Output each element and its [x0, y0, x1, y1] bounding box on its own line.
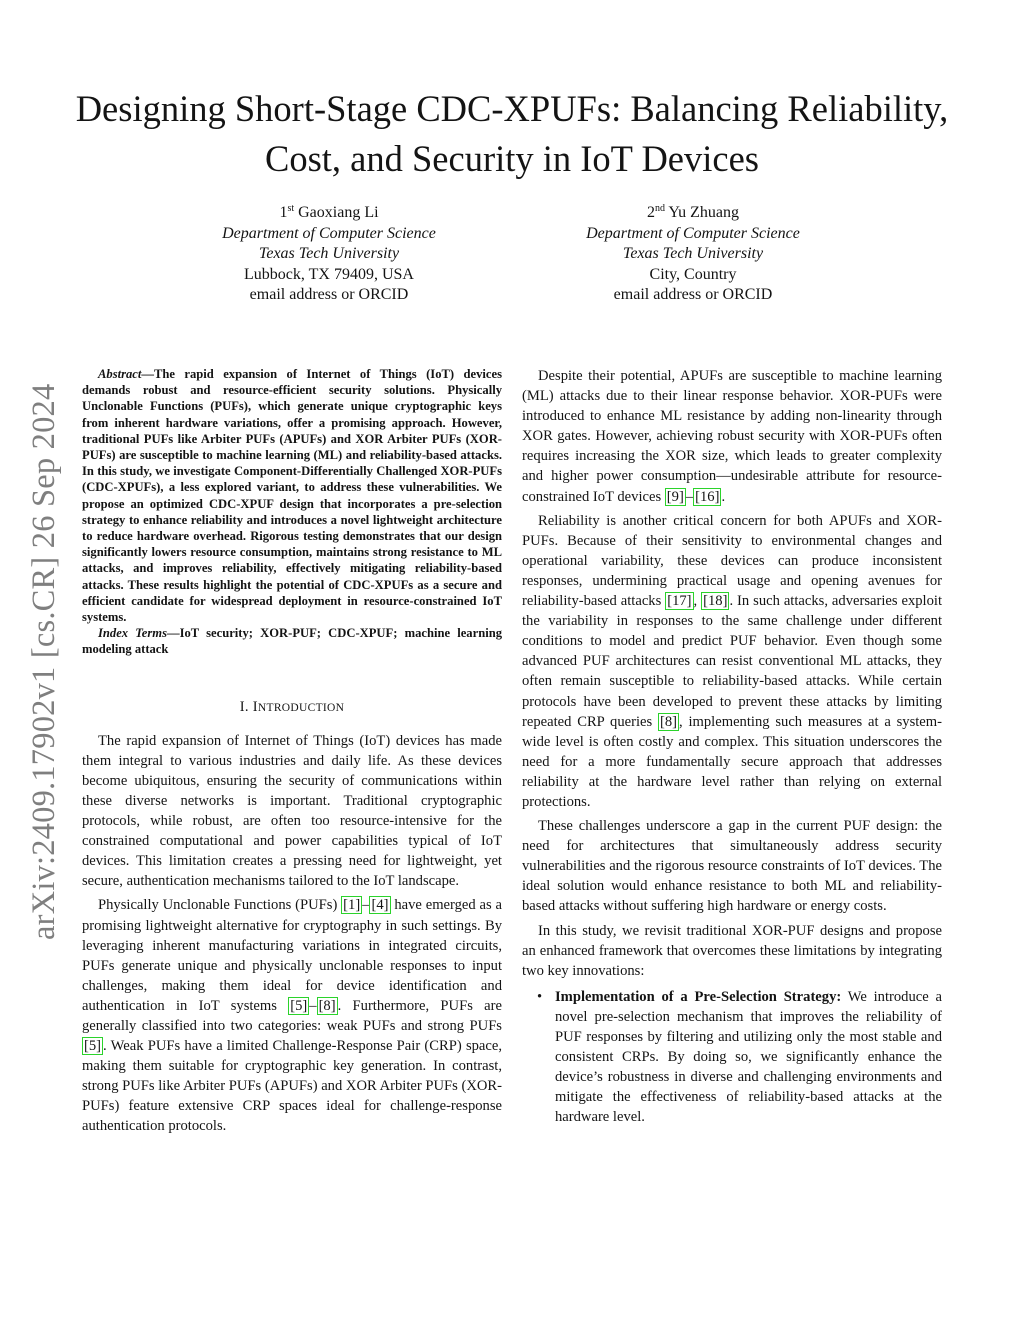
author-department: Department of Computer Science: [586, 224, 800, 242]
author-university: Texas Tech University: [622, 245, 764, 263]
right-column: [522, 366, 942, 1127]
author-name: 2nd Yu Zhuang: [646, 203, 740, 221]
bullet-marker: •: [537, 988, 543, 1005]
citation-link[interactable]: [5]: [290, 997, 308, 1014]
citation-link[interactable]: [18]: [703, 593, 728, 610]
citation-link[interactable]: [8]: [660, 713, 678, 730]
citation-link[interactable]: [1]: [343, 897, 361, 914]
author-department: Department of Computer Science: [222, 224, 436, 242]
citation-link[interactable]: [16]: [695, 488, 720, 505]
body-paragraph-1: Despite their potential, APUFs are susceptible to machine learning (ML) attacks due to their linear response behavior. XOR-PUFs were introduced to enhance ML resistance by adding non-linearity through XOR gates. However, achieving robust security with XOR-PUFs often requires increasing the XOR size, which leads to greater complexity and higher power consumption—undesirable attribute for resource-constrained IoT devices [9] – [16] .: [522, 368, 942, 505]
body-paragraph-3: These challenges underscore a gap in the current PUF design: the need for architectures that simultaneously address security vulnerabilities and the rigorous resource constraints of IoT devices. The ideal solution would enhance resistance to both ML and reliability-based attacks without suffering high hardware or energy costs.: [522, 818, 942, 915]
author-university: Texas Tech University: [258, 245, 400, 263]
citation-link[interactable]: [9]: [666, 488, 684, 505]
citation-link[interactable]: [17]: [667, 593, 692, 610]
body-paragraph-4: In this study, we revisit traditional XOR-PUF designs and propose an enhanced framework that overcomes these limitations by integrating two key innovations:: [522, 922, 942, 979]
author-contact: email address or ORCID: [613, 286, 773, 304]
list-item-heading: Implementation of a Pre-Selection Strategy:: [555, 988, 842, 1005]
innovation-list: [522, 987, 942, 1128]
author-location: City, Country: [649, 265, 737, 283]
left-column: [82, 366, 502, 1137]
author-contact: email address or ORCID: [249, 286, 409, 304]
index-terms: Index Terms—IoT security; XOR-PUF; CDC-XPUF; machine learning modeling attack: [82, 626, 502, 657]
paper-title: Designing Short-Stage CDC-XPUFs: Balancing Reliability, Cost, and Security in IoT Devices: [75, 88, 949, 179]
citation-link[interactable]: [8]: [318, 997, 336, 1014]
arxiv-identifier-stamp[interactable]: arXiv:2409.17902v1 [cs.CR] 26 Sep 2024: [26, 383, 62, 940]
citation-link[interactable]: [4]: [371, 897, 389, 914]
intro-paragraph-1: The rapid expansion of Internet of Things (IoT) devices has made them integral to various industries and daily life. As these devices become ubiquitous, ensuring the security of communications within these diverse networks is important. Traditional cryptographic protocols, while robust, are often too resource-intensive for the constrained computational and power capabilities typical of IoT devices. This limitation creates a pressing need for lightweight, yet secure, authentication mechanisms tailored to the IoT landscape.: [82, 732, 502, 890]
author-location: Lubbock, TX 79409, USA: [244, 265, 414, 283]
body-paragraph-2: Reliability is another critical concern for both APUFs and XOR-PUFs. Because of their sensitivity to environmental changes and operational variability, these devices can produce inconsistent responses, undermining practical usage and opening avenues for reliability-based attacks [17] , [18] . In such attacks, adversaries exploit the variability in responses to the same challenge under different conditions to model and predict PUF behavior. Even though some advanced PUF architectures can resist conventional ML attacks, they often remain susceptible to reliability-based attacks. While certain protocols have been developed to prevent these attacks by limiting repeated CRP queries [8] , implementing such measures at a system-wide level is often costly and complex. This situation underscores the need for a more fundamentally secure approach that addresses reliability at the hardware level rather than relying on external protections.: [522, 512, 943, 810]
section-heading-introduction: I. INTRODUCTION: [239, 698, 345, 715]
abstract: Abstract—The rapid expansion of Internet of Things (IoT) devices demands robust and resource-efficient security solutions. Physically Unclonable Functions (PUFs), which generate unique cryptographic keys from inherent hardware variations, offer a promising approach. However, traditional PUFs like Arbiter PUFs (APUFs) and XOR Arbiter PUFs (XOR-PUFs) are susceptible to machine learning (ML) and reliability-based attacks. In this study, we investigate Component-Differentially Challenged XOR-PUFs (CDC-XPUFs), a less explored variant, to address these vulnerabilities. We propose an optimized CDC-XPUF design that incorporates a pre-selection strategy to enhance reliability and introduces a novel lightweight architecture to reduce hardware overhead. Rigorous testing demonstrates that our design significantly lowers resource consumption, maintains strong resistance to ML attacks, and improves reliability, effectively mitigating reliability-based attacks. These results highlight the potential of CDC-XPUFs as a secure and efficient candidate for widespread deployment in resource-constrained IoT systems.: [82, 367, 502, 625]
intro-paragraph-2: Physically Unclonable Functions (PUFs) [1] – [4] have emerged as a promising lightweight alternative for cryptography in such settings. By leveraging inherent manufacturing variations in integrated circuits, PUFs generate unique and physically unclonable responses to input challenges, making them ideal for device identification and authentication in IoT systems [5] – [8] . Furthermore, PUFs are generally classified into two categories: weak PUFs and strong PUFs [5] . Weak PUFs have a limited Challenge-Response Pair (CRP) space, making them suitable for cryptographic key generation. In contrast, strong PUFs like Arbiter PUFs (APUFs) and XOR Arbiter PUFs (XOR-PUFs) feature extensive CRP spaces ideal for challenge-response authentication protocols.: [82, 897, 503, 1135]
list-item-text: We introduce a novel pre-selection mechanism that improves the reliability of PUF responses by filtering and utilizing only the most stable and consistent CRPs. By doing so, we significantly enhance the device’s robustness in diverse and challenging environments and mitigate the effectiveness of reliability-based attacks at the hardware level.: [555, 988, 942, 1126]
author-name: 1st Gaoxiang Li: [279, 203, 379, 221]
citation-link[interactable]: [5]: [84, 1038, 102, 1055]
author-block-2: [528, 203, 858, 306]
author-block-1: [164, 203, 494, 306]
list-item: [522, 987, 942, 1128]
